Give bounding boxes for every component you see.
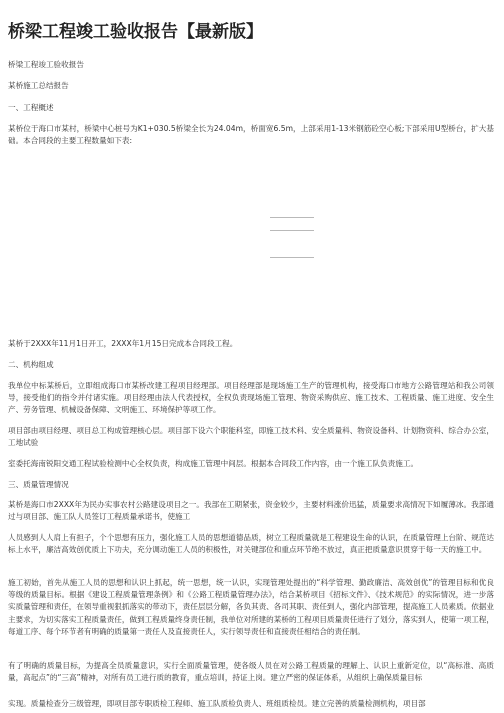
table-rule [270, 230, 314, 231]
table-rule [270, 217, 314, 218]
paragraph: 某桥施工总结报告 [8, 81, 69, 90]
quantity-table [8, 188, 497, 326]
paragraph: 我单位中标某桥后，立即组成海口市某桥改建工程项目经理部。项目经理部是现场施工生产的管理机构，接受海口市地方公路管理站和我公司领导，接受他们的指令并付诸实施。项目经理由法人代表授权，全权负责现场施工管理、物资采购供应、施工技术、工程质量、施工进度、安全生产、劳务管理、机械设备保障、文明施工、环境保护等项工作。 [8, 381, 494, 415]
document-title: 桥梁工程竣工验收报告【最新版】 [8, 22, 263, 42]
table-cell [8, 188, 497, 326]
section-heading: 三、质量管理情况 [8, 480, 69, 489]
paragraph: 实现。质量检查分三级管理，即项目部专职质检工程师、施工队质检负责人、班组质检员。建立完善的质量检测机构，项目部 [8, 699, 426, 708]
paragraph: 项目部由项目经理、项目总工构成管理核心层。项目部下设六个职能科室，即施工技术科、安全质量科、物资设备科、计划物资科、综合办公室，工地试验 [8, 426, 494, 448]
table-rule [270, 257, 314, 258]
quantity-table-grid [8, 188, 497, 326]
paragraph: 施工初始，首先从施工人员的思想和认识上抓起，统一思想，统一认识，实现管理处提出的“科学管理、勤政廉洁、高效创优”的管理目标和优良等级的质量目标。根据《建设工程质量管理条例》和《公路工程质量管理办法》，结合某桥项目《招标文件》、《技术规范》的实际情况，进一步落实质量管理和责任，在领导重视狠抓落实的带动下，责任层层分解，各负其责、各司其职、责任到人，强化内部管理，提高施工人员素质。依据业主要求，为切实落实工程质量责任，做到工程质量终身责任制，我单位对所建的某桥的工程项目质量责任进行了划分，落实到人，使第一项工程，每道工序、每个环节者有明确的质量第一责任人及直接责任人，实行领导责任和直接责任相结合的责任制。 [8, 578, 494, 636]
section-heading: 二、机构组成 [8, 360, 54, 369]
paragraph: 某桥是海口市2XXX年为民办实事农村公路建设项目之一。我部在工期紧张，资金较少，主要材料涨价迅猛，质量要求高情况下如履薄冰。我部通过与项目部、施工队人员签订工程质量承诺书，使施工 [8, 500, 494, 522]
section-heading: 一、工程概述 [8, 103, 54, 112]
paragraph: 桥梁工程竣工验收报告 [8, 60, 84, 69]
paragraph: 室委托海南锐阳交通工程试验检测中心全权负责，构成施工管理中间层。根据本合同段工作内容，由一个施工队负责施工。 [8, 459, 419, 468]
paragraph: 有了明确的质量目标，为提高全员质量意识，实行全面质量管理，使各级人员在对公路工程质量的理解上、认识上重新定位，以“高标准、高质量，高起点”的“三高”精神，对所有员工进行质的教育，重点培训，持证上岗。建立严密的保证体系，从组织上确保质量目标 [8, 661, 494, 683]
paragraph: 某桥于2XXX年11月1日开工，2XXX年1月15日完成本合同段工程。 [8, 339, 238, 348]
paragraph: 某桥位于海口市某村，桥梁中心桩号为K1+030.5桥梁全长为24.04m，桥面宽6.5m，上部采用1-13米钢筋砼空心板;下部采用U型桥台，扩大基础。本合同段的主要工程数量如下表: [8, 124, 494, 146]
paragraph: 人员感到人人肩上有担子，个个思想有压力，强化施工人员的思想道德品质，树立工程质量就是工程建设生命的认识，在质量管理上台阶、规范达标上水平，廉洁高效创优质上下功夫，充分调动施工人员的积极性，对关键部位和重点环节绝不放过，真正把质量意识贯穿于每一天的施工中。 [8, 533, 494, 555]
